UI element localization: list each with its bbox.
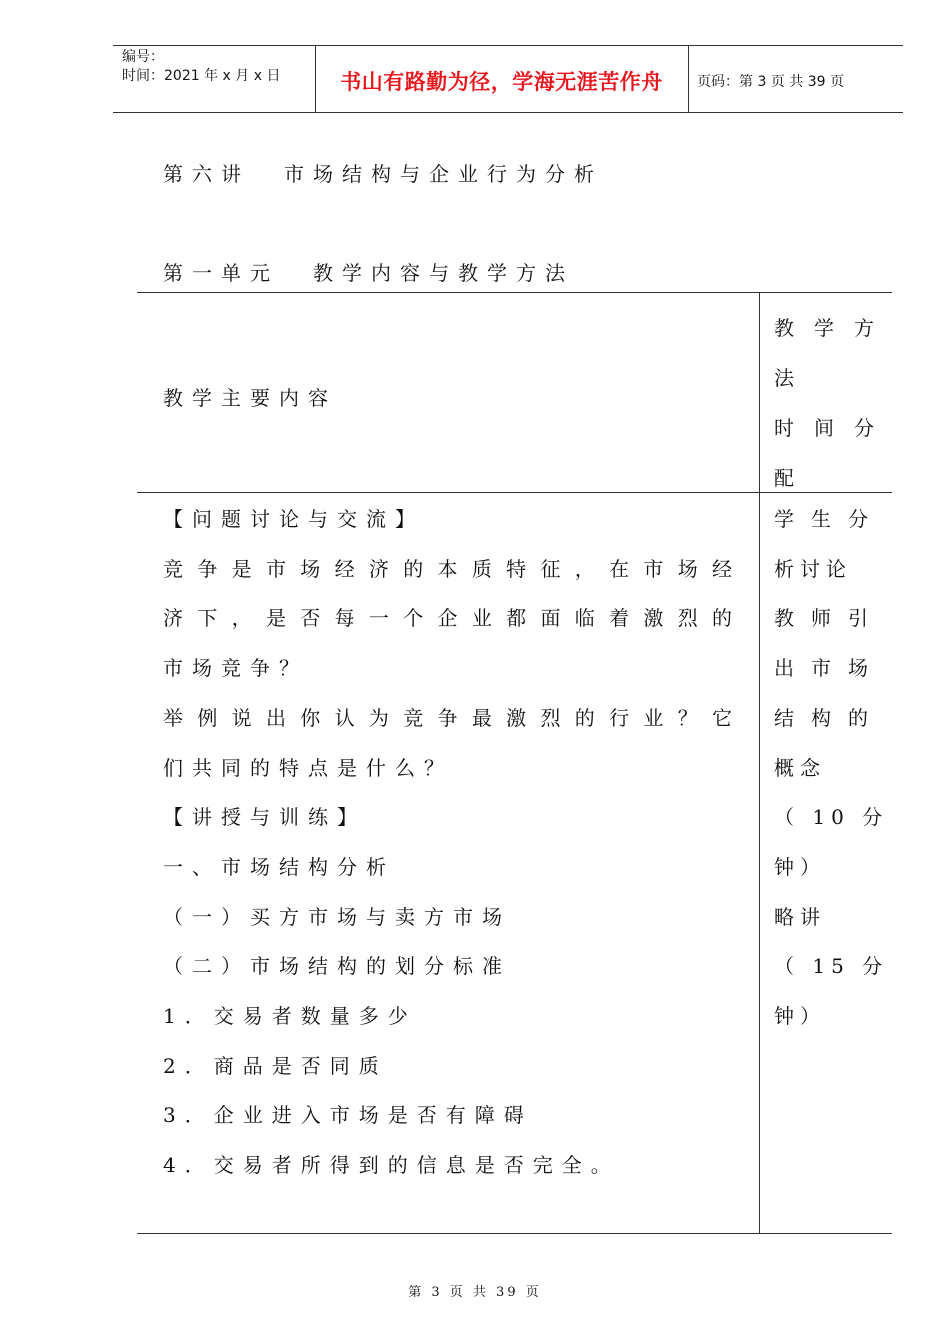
header-side-line-2: 法: [774, 366, 794, 390]
unit-title: 教学内容与教学方法: [313, 261, 574, 285]
table-top-rule: [137, 292, 892, 293]
content-line: 一、市场结构分析: [163, 854, 395, 879]
method-line: 钟）: [774, 1004, 826, 1029]
content-line: 1．交易者数量多少: [163, 1004, 417, 1029]
lecture-heading: [163, 158, 603, 187]
lecture-number: 第六讲: [163, 162, 250, 186]
content-line: （二）市场结构的划分标准: [163, 954, 511, 979]
method-line: 结 构 的: [774, 705, 874, 730]
header-number-label: 编号：: [122, 49, 164, 65]
header-page-label: 页码：第 3 页 共 39 页: [697, 74, 844, 90]
method-line: 教 师 引: [774, 606, 874, 631]
content-line: 3．企业进入市场是否有障碍: [163, 1103, 533, 1128]
header-bottom-rule: [113, 112, 903, 113]
header-side-line-1: 教 学 方: [774, 316, 874, 340]
content-column: [163, 495, 743, 1191]
method-line: 析讨论: [774, 556, 852, 581]
content-line: 【讲授与训练】: [163, 805, 366, 830]
header-top-rule: [113, 45, 903, 46]
method-line: （ 10 分: [774, 805, 889, 830]
header-side-line-4: 配: [774, 466, 794, 490]
header-time-label: 时间：2021 年 x 月 x 日: [122, 68, 281, 84]
header-divider-right: [688, 45, 689, 112]
content-line-justified: 竞 争 是 市 场 经 济 的 本 质 特 征 ， 在 市 场 经: [163, 556, 741, 581]
content-line: 市场竞争？: [163, 656, 308, 681]
unit-number: 第一单元: [163, 261, 279, 285]
method-line: 概念: [774, 755, 826, 780]
table-header-side: [774, 303, 884, 503]
method-line: 出 市 场: [774, 656, 874, 681]
content-line: （一）买方市场与卖方市场: [163, 904, 511, 929]
content-line-justified: 济 下 ， 是 否 每 一 个 企 业 都 面 临 着 激 烈 的: [163, 606, 741, 631]
method-line: 略讲: [774, 904, 826, 929]
method-line: 钟）: [774, 854, 826, 879]
table-bottom-rule: [137, 1233, 892, 1234]
method-line: （ 15 分: [774, 954, 889, 979]
table-column-divider: [759, 292, 760, 1233]
table-header-main: 教学主要内容: [163, 386, 337, 410]
content-line-justified: 举 例 说 出 你 认 为 竞 争 最 激 烈 的 行 业 ？ 它: [163, 705, 741, 730]
header-meta: [122, 48, 280, 86]
unit-heading: [163, 257, 574, 286]
content-line: 们共同的特点是什么？: [163, 755, 453, 780]
page-footer: 第 3 页 共 39 页: [408, 1285, 542, 1300]
header-side-line-3: 时 间 分: [774, 416, 874, 440]
lecture-title: 市场结构与企业行为分析: [284, 162, 603, 186]
method-line: 学 生 分: [774, 507, 874, 531]
content-line: 4．交易者所得到的信息是否完全。: [163, 1153, 620, 1178]
header-motto: 书山有路勤为径，学海无涯苦作舟: [340, 70, 663, 94]
content-line: 2．商品是否同质: [163, 1053, 388, 1078]
method-column: [774, 495, 889, 1042]
content-line: 【问题讨论与交流】: [163, 507, 424, 531]
